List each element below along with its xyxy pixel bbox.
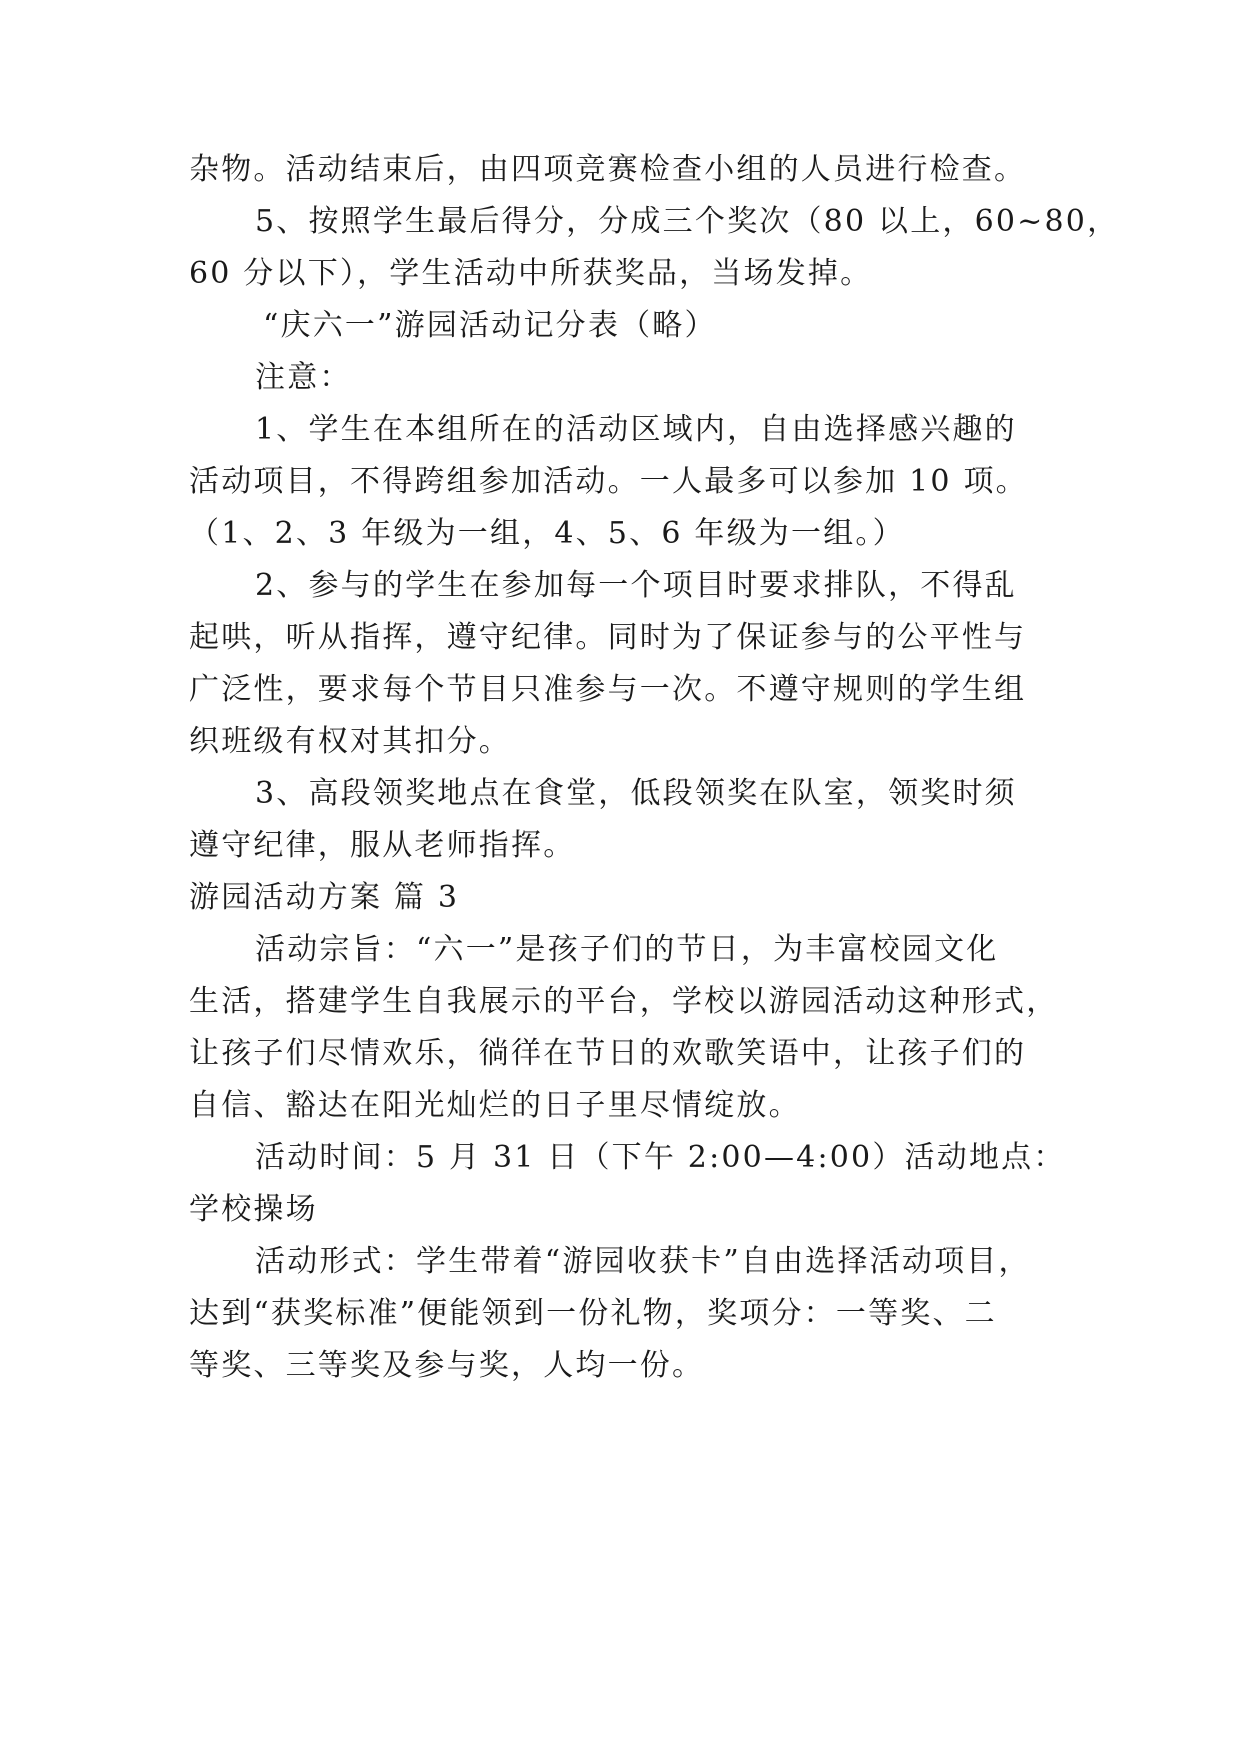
section-heading: 游园活动方案 篇 3 xyxy=(189,880,460,915)
notice-heading: 注意： xyxy=(255,360,352,395)
paragraph-line: 5、按照学生最后得分，分成三个奖次（80 以上，60~80， xyxy=(255,204,1120,239)
paragraph-line: 2、参与的学生在参加每一个项目时要求排队，不得乱 xyxy=(255,568,1017,603)
paragraph-line: 生活，搭建学生自我展示的平台，学校以游园活动这种形式， xyxy=(189,984,1059,1019)
paragraph-line: 活动形式：学生带着“游园收获卡”自由选择活动项目， xyxy=(255,1244,1031,1279)
paragraph-line: 活动宗旨：“六一”是孩子们的节日，为丰富校园文化 xyxy=(255,932,999,967)
paragraph-line: 起哄，听从指挥，遵守纪律。同时为了保证参与的公平性与 xyxy=(189,620,1027,655)
paragraph-line: 60 分以下），学生活动中所获奖品，当场发掉。 xyxy=(189,256,873,291)
paragraph-line: 遵守纪律，服从老师指挥。 xyxy=(189,828,576,863)
paragraph-line: 等奖、三等奖及参与奖，人均一份。 xyxy=(189,1348,705,1383)
paragraph-line: 1、学生在本组所在的活动区域内，自由选择感兴趣的 xyxy=(255,412,1017,447)
paragraph-line: 活动项目，不得跨组参加活动。一人最多可以参加 10 项。 xyxy=(189,464,1028,499)
paragraph-line: （1、2、3 年级为一组，4、5、6 年级为一组。） xyxy=(189,516,905,551)
paragraph-line: 达到“获奖标准”便能领到一份礼物，奖项分：一等奖、二 xyxy=(189,1296,997,1331)
paragraph-line: 自信、豁达在阳光灿烂的日子里尽情绽放。 xyxy=(189,1088,801,1123)
paragraph-line: 杂物。活动结束后，由四项竞赛检查小组的人员进行检查。 xyxy=(189,152,1027,187)
paragraph-line: 让孩子们尽情欢乐，徜徉在节日的欢歌笑语中，让孩子们的 xyxy=(189,1036,1027,1071)
table-title: “庆六一”游园活动记分表（略） xyxy=(263,308,717,343)
paragraph-line: 活动时间：5 月 31 日（下午 2:00—4:00）活动地点： xyxy=(255,1140,1066,1175)
paragraph-line: 广泛性，要求每个节目只准参与一次。不遵守规则的学生组 xyxy=(189,672,1027,707)
paragraph-line: 3、高段领奖地点在食堂，低段领奖在队室，领奖时须 xyxy=(255,776,1017,811)
paragraph-line: 学校操场 xyxy=(189,1192,318,1227)
paragraph-line: 织班级有权对其扣分。 xyxy=(189,724,511,759)
